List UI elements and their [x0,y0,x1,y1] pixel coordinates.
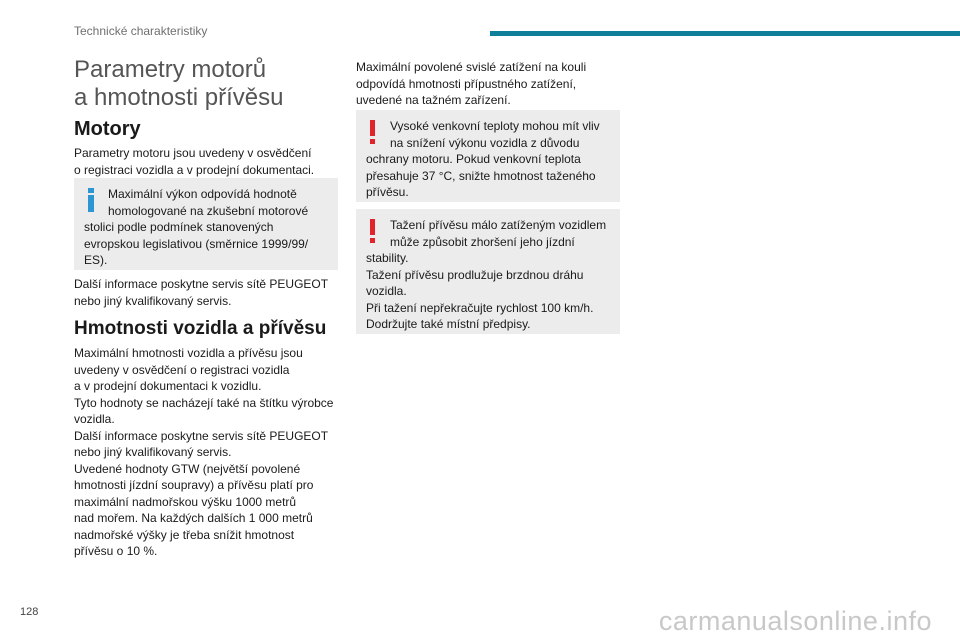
text-line: nebo jiný kvalifikovaný servis. [74,445,232,459]
box-line: Tažení přívěsu prodlužuje brzdnou dráhu [366,267,584,282]
text-line: nad mořem. Na každých dalších 1 000 metrů [74,511,313,525]
box-line: stolici podle podmínek stanovených [84,220,274,234]
text-line: uvedeny v osvědčení o registraci vozidla [74,362,290,377]
text-line: o registraci vozidla a v prodejní dokumentaci. [74,162,315,177]
text-line: Další informace poskytne servis sítě PEUGEOT [74,277,329,291]
page-title-line2: a hmotnosti přívěsu [74,84,284,111]
text-line: uvedené na tažném zařízení. [356,93,511,107]
box-line: vozidla. [366,284,407,298]
box-line: na snížení výkonu vozidla z důvodu [390,135,580,150]
text-line: a v prodejní dokumentaci k vozidlu. [74,379,262,393]
info-icon [87,188,95,212]
page-number: 128 [20,606,39,618]
box-line: Maximální výkon odpovídá hodnotě [108,187,297,201]
box-line: evropskou legislativou (směrnice 1999/99/ [84,236,309,251]
info-box [74,178,338,270]
text-line: Další informace poskytne servis sítě PEUGEOT [74,428,329,443]
box-line: homologované na zkušební motorové [108,203,309,218]
text-line: Uvedené hodnoty GTW (největší povolené [74,461,301,476]
more-info-text [74,276,344,309]
watermark: carmanualsonline.info [658,606,932,636]
warning-icon [369,219,377,243]
box-line: Dodržujte také místní předpisy. [366,317,531,331]
box-line: Při tažení nepřekračujte rychlost 100 km/h. [366,300,594,315]
coupling-load-text [356,59,626,109]
warning-box-stability [356,209,620,334]
text-line: přívěsu o 10 %. [74,544,158,558]
text-line: nebo jiný kvalifikovaný servis. [74,293,232,308]
section-title: Technické charakteristiky [74,24,208,38]
text-line: Maximální hmotnosti vozidla a přívěsu jsou [74,346,303,360]
text-line: hmotnosti jízdní soupravy) a přívěsu platí pro [74,478,314,492]
box-line: Vysoké venkovní teploty mohou mít vliv [390,119,600,133]
text-line: Tyto hodnoty se nacházejí také na štítku výrobce [74,395,334,410]
engines-heading: Motory [74,118,141,140]
text-line: maximální nadmořskou výšku 1000 metrů [74,494,297,509]
text-line: vozidla. [74,412,115,426]
box-line: Tažení přívěsu málo zatíženým vozidlem [390,218,607,232]
text-line: Parametry motoru jsou uvedeny v osvědčení [74,146,312,160]
box-line: může způsobit zhoršení jeho jízdní [390,234,575,249]
box-line: ES). [84,253,108,267]
weights-text [74,345,346,560]
warning-icon [369,120,377,144]
header-accent-bar [490,31,960,36]
box-line: stability. [366,251,409,265]
warning-box-temperature [356,110,620,202]
engines-text [74,145,344,178]
box-line: přívěsu. [366,185,409,199]
box-line: přesahuje 37 °C, snižte hmotnost taženého [366,168,596,183]
box-line: ochrany motoru. Pokud venkovní teplota [366,152,581,166]
text-line: odpovídá hmotnosti přípustného zatížení, [356,76,577,91]
page-title [74,56,344,112]
text-line: Maximální povolené svislé zatížení na kouli [356,60,587,74]
page-title-line1: Parametry motorů [74,56,267,83]
text-line: nadmořské výšky je třeba snížit hmotnost [74,527,295,542]
weights-heading: Hmotnosti vozidla a přívěsu [74,318,327,339]
